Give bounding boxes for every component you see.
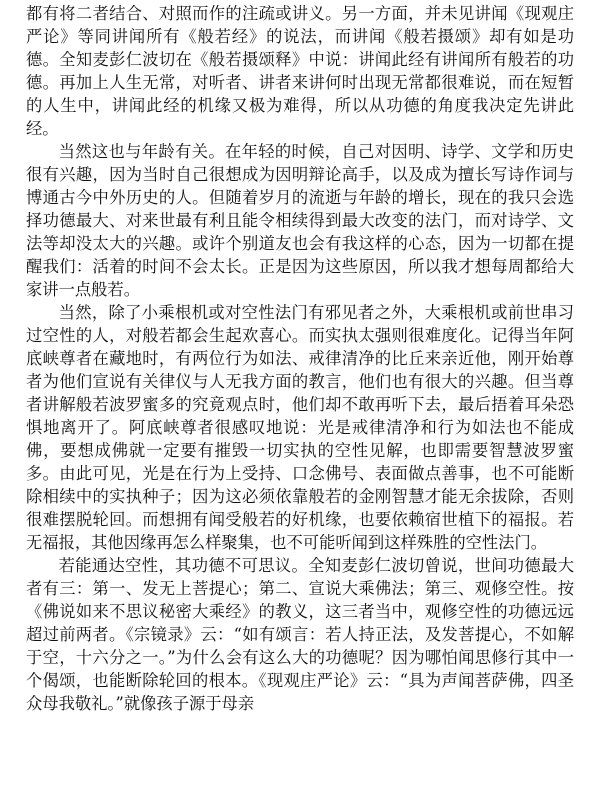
document-page bbox=[26, 2, 574, 798]
paragraph-2: 当然这也与年龄有关。在年轻的时候，自己对因明、诗学、文学和历史很有兴趣，因为当时自己很想成为因明辩论高手，以及成为擅长写诗作词与博通古今中外历史的人。但随着岁月的流逝与年龄的增长，现在的我只会选择功德最大、对来世最有利且能令相续得到最大改变的法门，而对诗学、文法等却没太大的兴趣。或许个别道友也会有我这样的心态，因为一切都在提醒我们：活着的时间不会太长。正是因为这些原因，所以我才想每周都给大家讲一点般若。 bbox=[26, 142, 574, 299]
paragraph-4: 若能通达空性，其功德不可思议。全知麦彭仁波切曾说，世间功德最大者有三：第一、发无上菩提心；第二、宣说大乘佛法；第三、观修空性。按《佛说如来不思议秘密大乘经》的教义，这三者当中，观修空性的功德远远超过前两者。《宗镜录》云：“如有颂言：若人持正法，及发菩提心，不如解于空，十六分之一。”为什么会有这么大的功德呢？因为哪怕闻思修行其中一个偈颂，也能断除轮回的根本。《现观庄严论》云：“具为声闻菩萨佛，四圣众母我敬礼。”就像孩子源于母亲 bbox=[26, 556, 574, 713]
paragraph-1: 都有将二者结合、对照而作的注疏或讲义。另一方面，并未见讲闻《现观庄严论》等同讲闻所有《般若经》的说法，而讲闻《般若摄颂》却有如是功德。全知麦彭仁波切在《般若摄颂释》中说：讲闻此经有讲闻所有般若的功德。再加上人生无常，对听者、讲者来讲何时出现无常都很难说，而在短暂的人生中，讲闻此经的机缘又极为难得，所以从功德的角度我决定先讲此经。 bbox=[26, 4, 574, 138]
paragraph-3: 当然，除了小乘根机或对空性法门有邪见者之外，大乘根机或前世串习过空性的人，对般若都会生起欢喜心。而实执太强则很难度化。记得当年阿底峡尊者在藏地时，有两位行为如法、戒律清净的比丘来亲近他，刚开始尊者为他们宣说有关律仪与人无我方面的教言，他们也有很大的兴趣。但当尊者讲解般若波罗蜜多的究竟观点时，他们却不敢再听下去，最后捂着耳朵恐惧地离开了。阿底峡尊者很感叹地说：光是戒律清净和行为如法也不能成佛，要想成佛就一定要有摧毁一切实执的空性见解，也即需要智慧波罗蜜多。由此可见，光是在行为上受持、口念佛号、表面做点善事，也不可能断除相续中的实执种子；因为这必须依靠般若的金刚智慧才能无余拔除，否则很难摆脱轮回。而想拥有闻受般若的好机缘，也要依赖宿世植下的福报。若无福报，其他因缘再怎么样聚集，也不可能听闻到这样殊胜的空性法门。 bbox=[26, 303, 574, 552]
